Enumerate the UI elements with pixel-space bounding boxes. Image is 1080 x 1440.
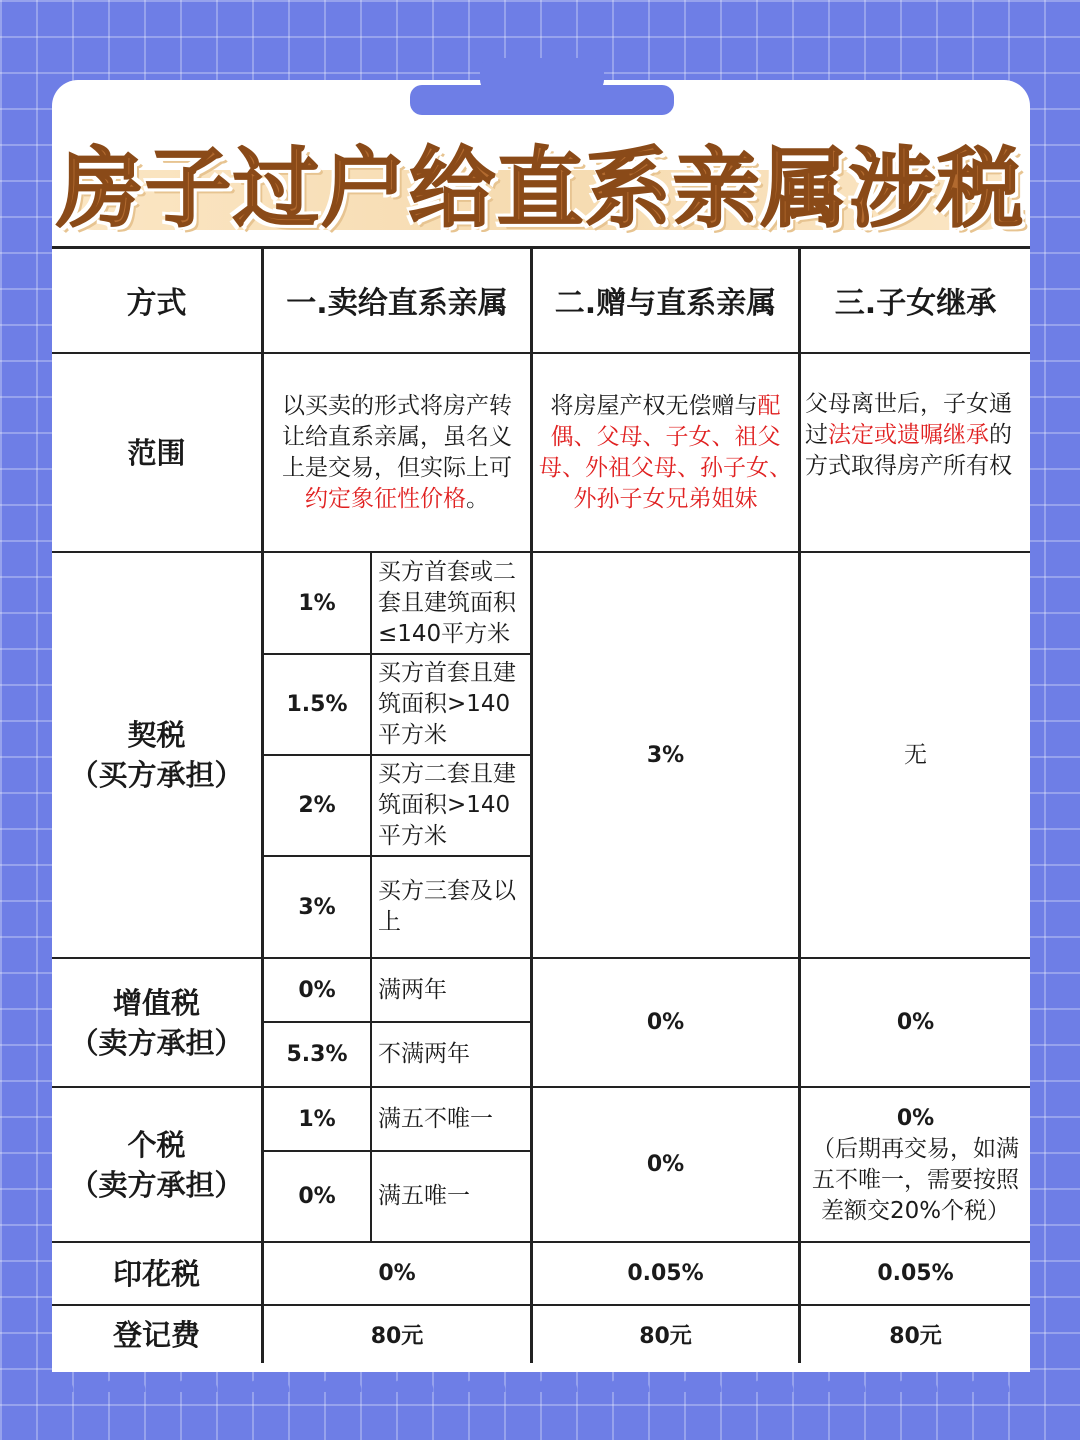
- deed-gift-rate: 3%: [646, 742, 685, 768]
- income-inherit-cell: [801, 1088, 1030, 1241]
- row-label-text: 登记费: [112, 1317, 200, 1352]
- scope-gift: [533, 354, 798, 551]
- vat-sale-rate: 5.3%: [286, 1042, 348, 1067]
- scope-sale-main: 以买卖的形式将房产转让给直系亲属，虽名义上是交易，但实际上可: [282, 392, 512, 481]
- row-label-deed-tax: [52, 553, 261, 957]
- header-inherit: 三.子女继承: [834, 286, 997, 321]
- scope-gift-text: [539, 391, 792, 515]
- income-sale-cond: 满五唯一: [378, 1183, 470, 1209]
- vat-inherit-rate: 0%: [896, 1010, 935, 1035]
- scope-sale-text: [272, 391, 522, 515]
- scope-inherit: [801, 354, 1030, 551]
- row-label-text: 范围: [127, 435, 186, 470]
- scope-sale-highlight: 约定象征性价格: [305, 485, 466, 512]
- stamp-inherit-rate: 0.05%: [877, 1261, 954, 1286]
- deed-sale-rate: 3%: [298, 894, 336, 920]
- income-inherit-note: （后期再交易，如满五不唯一，需要按照差额交20%个税）: [812, 1135, 1019, 1224]
- page-title: 房子过户给直系亲属涉税: [57, 139, 1025, 239]
- vat-sale-cond: 满两年: [378, 976, 447, 1003]
- vat-gift-rate: 0%: [646, 1010, 685, 1035]
- deed-inherit-rate: 无: [904, 741, 927, 768]
- table-card: [52, 80, 1030, 1372]
- income-sale-rate: 1%: [298, 1106, 336, 1132]
- deed-sale-rate: 2%: [298, 793, 336, 818]
- row-sublabel-text: （卖方承担）: [69, 1025, 244, 1060]
- income-sale-rate: 0%: [298, 1184, 336, 1209]
- fee-sale: 80元: [370, 1324, 424, 1349]
- stamp-gift-rate: 0.05%: [627, 1261, 704, 1286]
- scope-gift-highlight: 配偶、父母、子女、祖父母、外祖父母、孙子女、外孙子女兄弟姐妹: [539, 392, 792, 512]
- vat-sale-cond: 不满两年: [378, 1041, 470, 1067]
- row-sublabel-text: （买方承担）: [69, 758, 244, 792]
- income-inherit-rate: 0%: [896, 1105, 935, 1131]
- scope-inherit-main: 父母离世后，子女通过: [805, 391, 1012, 448]
- row-label-text: 印花税: [112, 1256, 200, 1291]
- row-label-scope: [52, 354, 261, 551]
- scope-inherit-tail: 的方式取得房产所有权: [805, 422, 1012, 479]
- row-label-stamp-tax: [52, 1243, 261, 1304]
- vat-sale-rate: 0%: [298, 977, 336, 1003]
- scope-inherit-text: [805, 389, 1026, 482]
- deed-sale-cond: 买方二套且建筑面积>140平方米: [378, 761, 516, 849]
- deed-sale-cond: 买方首套或二套且建筑面积≤140平方米: [378, 558, 516, 647]
- scope-gift-main: 将房屋产权无偿赠与: [550, 392, 758, 419]
- row-label-text: 契税: [127, 718, 186, 752]
- income-sale-cond: 满五不唯一: [378, 1105, 493, 1132]
- row-label-income-tax: [52, 1088, 261, 1241]
- scope-sale: [264, 354, 530, 551]
- card-tab-decoration: [410, 85, 674, 115]
- header-gift: 二.赠与直系亲属: [554, 286, 777, 321]
- fee-inherit: 80元: [889, 1324, 942, 1349]
- header-sale: 一.卖给直系亲属: [286, 286, 508, 321]
- row-label-text: 增值税: [112, 985, 200, 1020]
- tax-table: [52, 248, 1030, 1363]
- row-sublabel-text: （卖方承担）: [69, 1167, 244, 1202]
- fee-gift: 80元: [639, 1324, 692, 1349]
- deed-sale-cond: 买方三套及以上: [378, 878, 516, 935]
- row-label-text: 个税: [127, 1127, 186, 1162]
- income-gift-rate: 0%: [646, 1152, 685, 1177]
- row-label-vat: [52, 959, 261, 1086]
- deed-sale-cond: 买方首套且建筑面积>140平方米: [378, 660, 516, 748]
- deed-sale-rate: 1.5%: [286, 692, 348, 717]
- scope-inherit-highlight: 法定或遗嘱继承: [828, 422, 989, 448]
- stamp-sale-rate: 0%: [378, 1261, 416, 1286]
- header-method: 方式: [126, 286, 187, 321]
- row-label-registration-fee: [52, 1306, 261, 1363]
- scope-sale-tail: 。: [466, 485, 489, 512]
- ticket-edge-decoration: [52, 1360, 1030, 1392]
- deed-sale-rate: 1%: [298, 590, 336, 616]
